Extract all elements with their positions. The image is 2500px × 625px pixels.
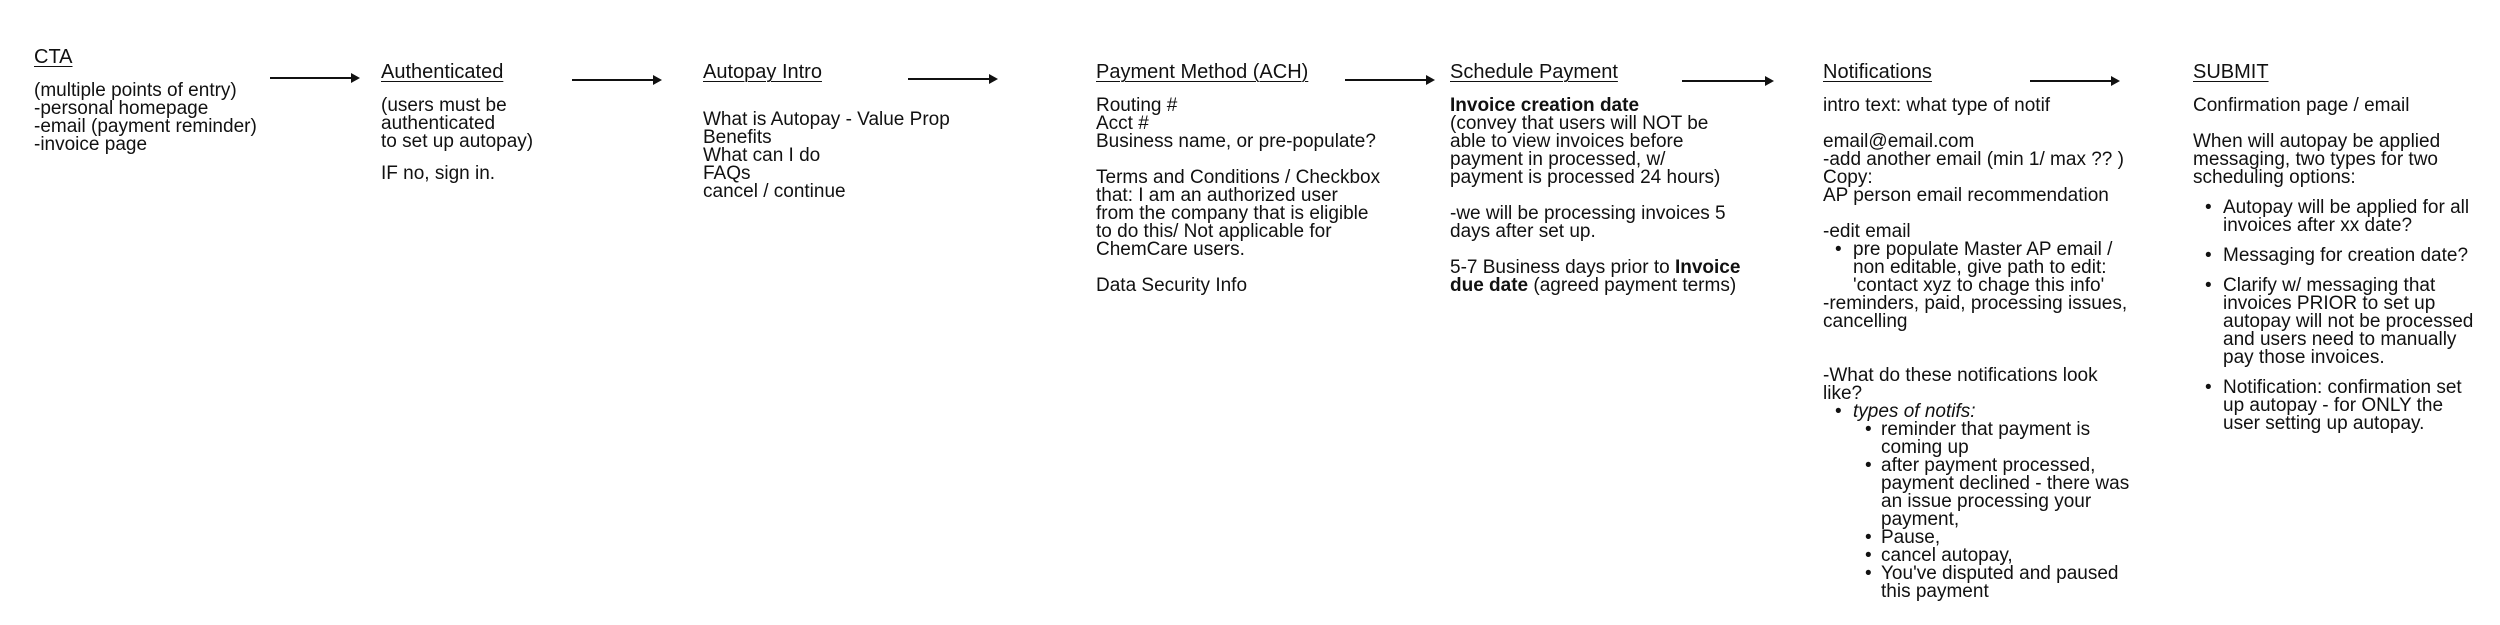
types-label: • types of notifs: [1853,401,1976,422]
list-item [1823,403,2129,601]
type-line: • reminder that payment is [1881,419,2091,440]
type-line: coming up [1881,437,1969,458]
submit-bullet-line: • Autopay will be applied for all [2223,197,2470,218]
autopay-intro-line: cancel / continue [703,181,846,202]
submit-title: SUBMIT [2193,61,2269,83]
submit-bullet-line: autopay will not be processed [2223,311,2474,332]
schedule-payment-step [1450,61,1740,295]
notifications-copy: Copy: [1823,167,1873,188]
prepopulate-line: 'contact xyz to chage this info' [1853,275,2105,296]
submit-bullet-line: • Clarify w/ messaging that [2223,275,2436,296]
prepopulate-line: non editable, give path to edit: [1853,257,2107,278]
payment-method-terms-line: Terms and Conditions / Checkbox [1096,167,1381,188]
schedule-payment-desc-line: payment is processed 24 hours) [1450,167,1721,188]
list-item [2193,277,2473,367]
list-item [2193,247,2473,265]
submit-bullet-line: • Messaging for creation date? [2223,245,2469,266]
submit-intro-line: messaging, two types for two [2193,149,2438,170]
schedule-payment-processing-line: days after set up. [1450,221,1596,242]
cta-line: -personal homepage [34,98,209,119]
notifications-question-line: like? [1823,383,1863,404]
list-item [1823,241,2129,295]
payment-method-terms-line: ChemCare users. [1096,239,1245,260]
due-bold-invoice: Invoice [1674,257,1741,278]
notifications-question-line: -What do these notifications look [1823,365,2098,386]
authenticated-line: authenticated [381,113,496,134]
schedule-payment-desc-line: able to view invoices before [1450,131,1684,152]
schedule-payment-desc-line: payment in processed, w/ [1450,149,1666,170]
autopay-intro-line: FAQs [703,163,751,184]
flow-arrow-cta-to-authenticated [270,77,358,79]
schedule-payment-processing-line: -we will be processing invoices 5 [1450,203,1726,224]
list-item [2193,379,2473,433]
submit-intro-line: When will autopay be applied [2193,131,2441,152]
due-bold-date: due date [1450,275,1529,296]
type-line: • You've disputed and paused [1881,563,2119,584]
payment-method-terms-line: to do this/ Not applicable for [1096,221,1332,242]
notifications-add-email: -add another email (min 1/ max ?? ) [1823,149,2124,170]
type-line: • cancel autopay, [1881,545,2013,566]
notifications-edit-email: -edit email [1823,221,1911,242]
type-line: payment, [1881,509,1960,530]
notif-types-list [1823,403,2129,601]
notifications-title: Notifications [1823,61,1932,83]
payment-method-terms-line: from the company that is eligible [1096,203,1369,224]
cta-line: -invoice page [34,134,148,155]
type-line: • Pause, [1881,527,1941,548]
schedule-payment-desc-line: (convey that users will NOT be [1450,113,1709,134]
due-prefix: 5-7 Business days prior to [1450,257,1675,278]
notifications-reminders-line: cancelling [1823,311,1908,332]
type-line: this payment [1881,581,1989,602]
notifications-reminders-line: -reminders, paid, processing issues, [1823,293,2128,314]
submit-bullet-line: pay those invoices. [2223,347,2385,368]
payment-method-field: Acct # [1096,113,1149,134]
notifications-intro: intro text: what type of notif [1823,95,2051,116]
cta-step [34,46,257,154]
authenticated-step [381,61,533,183]
submit-bullet-line: invoices PRIOR to set up [2223,293,2436,314]
submit-intro-line: scheduling options: [2193,167,2356,188]
autopay-intro-title: Autopay Intro [703,61,822,83]
notifications-recommend: AP person email recommendation [1823,185,2109,206]
prepopulate-line: • pre populate Master AP email / [1853,239,2113,260]
payment-method-title: Payment Method (ACH) [1096,61,1309,83]
autopay-intro-line: Benefits [703,127,772,148]
submit-step [2193,61,2473,433]
schedule-payment-heading: Invoice creation date [1450,95,1640,116]
submit-bullet-line: • Notification: confirmation set [2223,377,2462,398]
authenticated-line: to set up autopay) [381,131,534,152]
list-item [1853,421,2129,457]
list-item [2193,199,2473,235]
submit-bullet-line: up autopay - for ONLY the [2223,395,2444,416]
list-item [1853,457,2129,529]
schedule-payment-title: Schedule Payment [1450,61,1618,83]
cta-title: CTA [34,46,73,68]
submit-bullets [2193,199,2473,433]
type-line: payment declined - there was [1881,473,2130,494]
flow-arrow-authenticated-to-intro [572,79,660,81]
submit-bullet-line: and users need to manually [2223,329,2457,350]
submit-bullet-line: user setting up autopay. [2223,413,2425,434]
payment-method-field: Routing # [1096,95,1178,116]
submit-bullet-line: invoices after xx date? [2223,215,2413,236]
type-line: an issue processing your [1881,491,2092,512]
submit-confirmation: Confirmation page / email [2193,95,2410,116]
autopay-intro-step [703,61,950,201]
due-suffix: (agreed payment terms) [1528,275,1737,296]
cta-line: -email (payment reminder) [34,116,257,137]
list-item [1853,565,2129,601]
payment-method-field: Business name, or pre-populate? [1096,131,1376,152]
autopay-intro-line: What can I do [703,145,821,166]
notifications-step [1823,61,2129,601]
schedule-payment-due-line [1450,277,1740,295]
payment-method-step [1096,61,1380,295]
authenticated-line: (users must be [381,95,507,116]
authenticated-title: Authenticated [381,61,504,83]
payment-method-terms-line: that: I am an authorized user [1096,185,1338,206]
authenticated-note: IF no, sign in. [381,163,496,184]
notifications-email: email@email.com [1823,131,1975,152]
notif-types-sublist [1853,421,2129,601]
prepopulate-list [1823,241,2129,295]
autopay-intro-line: What is Autopay - Value Prop [703,109,950,130]
type-line: • after payment processed, [1881,455,2096,476]
payment-method-security: Data Security Info [1096,275,1248,296]
cta-line: (multiple points of entry) [34,80,237,101]
